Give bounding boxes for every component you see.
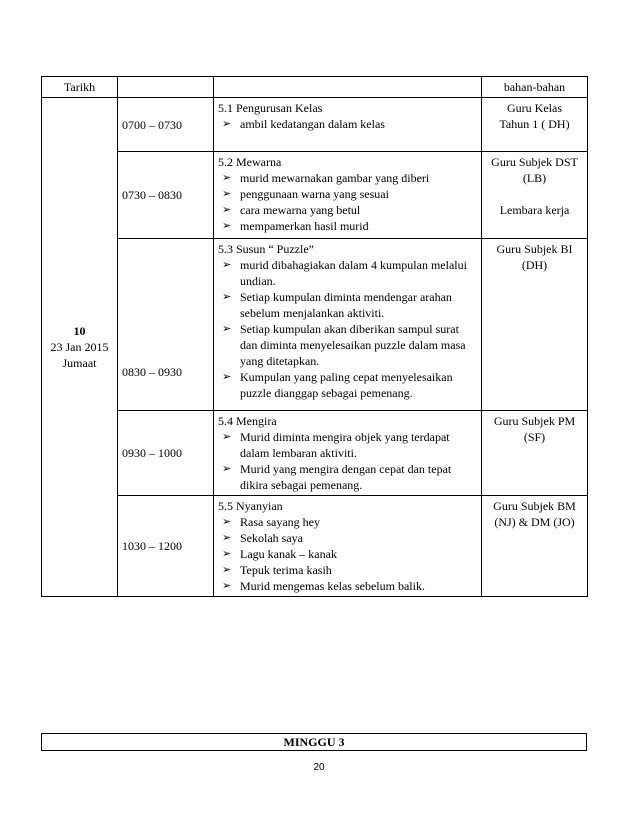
activity-item: ➢ Lagu kanak – kanak xyxy=(220,546,477,562)
activity-item: ➢ murid mewarnakan gambar yang diberi xyxy=(220,170,477,186)
slot-row xyxy=(42,152,588,239)
slot-resources xyxy=(482,239,588,411)
resource-line: Guru Subjek BI xyxy=(496,242,573,256)
day-weekday: Jumaat xyxy=(62,356,97,370)
resource-line: Tahun 1 ( DH) xyxy=(499,117,570,131)
slot-row xyxy=(42,411,588,496)
slot-time: 1030 – 1200 xyxy=(118,496,214,597)
day-number: 10 xyxy=(73,324,86,338)
slot-time: 0730 – 0830 xyxy=(118,152,214,239)
slot-activity xyxy=(214,98,482,152)
activity-list xyxy=(218,170,477,234)
page-number: 20 xyxy=(313,762,325,773)
day-date: 23 Jan 2015 xyxy=(50,340,109,354)
activity-item: ➢ ambil kedatangan dalam kelas xyxy=(220,116,477,132)
slot-activity xyxy=(214,411,482,496)
activity-item: ➢ Murid mengemas kelas sebelum balik. xyxy=(220,578,477,594)
slot-title: 5.2 Mewarna xyxy=(218,155,282,169)
activity-item: ➢ Murid yang mengira dengan cepat dan tepat dikira sebagai pemenang. xyxy=(220,461,477,493)
resource-line: Guru Subjek DST xyxy=(491,155,578,169)
resource-line: Lembara kerja xyxy=(499,203,570,217)
resource-line: Guru Subjek BM xyxy=(493,499,576,513)
activity-item: ➢ Murid diminta mengira objek yang terdapat dalam lembaran aktiviti. xyxy=(220,429,477,461)
activity-list xyxy=(218,116,477,132)
header-row xyxy=(42,77,588,98)
slot-row xyxy=(42,496,588,597)
activity-item: ➢ Rasa sayang hey xyxy=(220,514,477,530)
activity-item: ➢ murid dibahagiakan dalam 4 kumpulan melalui undian. xyxy=(220,257,477,289)
slot-title: 5.5 Nyanyian xyxy=(218,499,283,513)
header-tarikh: Tarikh xyxy=(42,77,118,98)
header-time xyxy=(118,77,214,98)
week-banner xyxy=(41,733,587,751)
resource-line: (NJ) & DM (JO) xyxy=(494,515,575,529)
slot-title: 5.4 Mengira xyxy=(218,414,277,428)
resource-spacer xyxy=(486,186,583,202)
slot-resources xyxy=(482,411,588,496)
activity-item: ➢ Setiap kumpulan akan diberikan sampul surat dan diminta menyelesaikan puzzle dalam masa yang ditetapkan. xyxy=(220,321,477,369)
slot-time: 0830 – 0930 xyxy=(118,239,214,411)
activity-list xyxy=(218,257,477,401)
date-cell xyxy=(42,98,118,597)
resource-line: (DH) xyxy=(521,258,548,272)
activity-item: ➢ Tepuk terima kasih xyxy=(220,562,477,578)
slot-row xyxy=(42,98,588,152)
resource-line: Guru Subjek PM xyxy=(493,414,576,428)
slot-activity xyxy=(214,152,482,239)
activity-item: ➢ Kumpulan yang paling cepat menyelesaikan puzzle dianggap sebagai pemenang. xyxy=(220,369,477,401)
slot-time: 0700 – 0730 xyxy=(118,98,214,152)
slot-title: 5.1 Pengurusan Kelas xyxy=(218,101,323,115)
slot-resources xyxy=(482,496,588,597)
activity-list xyxy=(218,514,477,594)
resource-line: (SF) xyxy=(523,430,546,444)
activity-item: ➢ Setiap kumpulan diminta mendengar arahan sebelum menjalankan aktiviti. xyxy=(220,289,477,321)
header-bahan: bahan-bahan xyxy=(482,77,588,98)
activity-item: ➢ cara mewarna yang betul xyxy=(220,202,477,218)
resource-line: (LB) xyxy=(522,171,547,185)
header-activity xyxy=(214,77,482,98)
slot-activity xyxy=(214,496,482,597)
slot-row xyxy=(42,239,588,411)
resource-line: Guru Kelas xyxy=(507,101,562,115)
activity-item: ➢ Sekolah saya xyxy=(220,530,477,546)
schedule-table xyxy=(41,76,588,597)
slot-title: 5.3 Susun “ Puzzle” xyxy=(218,242,314,256)
activity-item: ➢ mempamerkan hasil murid xyxy=(220,218,477,234)
slot-resources xyxy=(482,98,588,152)
week-label: MINGGU 3 xyxy=(42,734,587,751)
slot-time: 0930 – 1000 xyxy=(118,411,214,496)
activity-list xyxy=(218,429,477,493)
slot-activity xyxy=(214,239,482,411)
activity-item: ➢ penggunaan warna yang sesuai xyxy=(220,186,477,202)
slot-resources xyxy=(482,152,588,239)
